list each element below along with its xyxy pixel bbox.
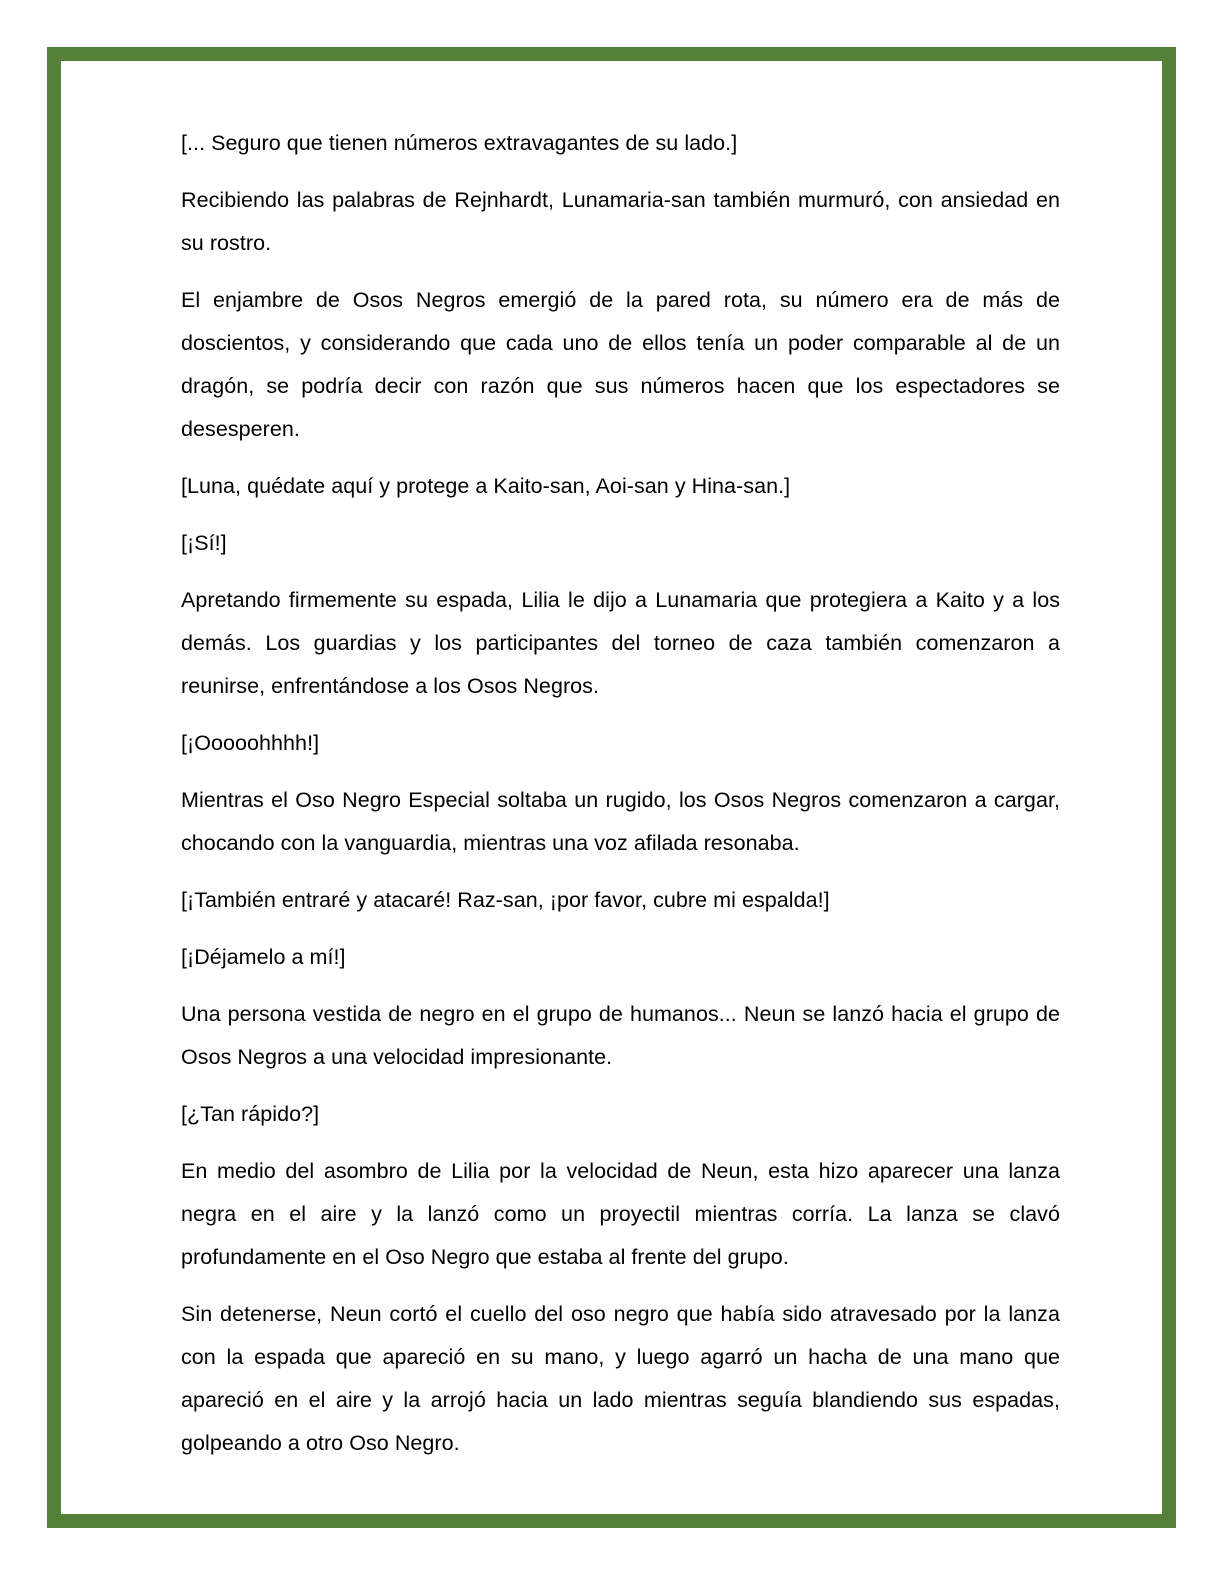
document-body-text (181, 122, 1060, 1465)
paragraph-narration: Mientras el Oso Negro Especial soltaba un rugido, los Osos Negros comenzaron a cargar, chocando con la vanguardia, mientras una voz afilada resonaba. (181, 788, 1060, 855)
paragraph-dialogue: [¡Sí!] (181, 531, 227, 555)
paragraph-dialogue: [... Seguro que tienen números extravagantes de su lado.] (181, 131, 738, 155)
paragraph-narration: Apretando firmemente su espada, Lilia le dijo a Lunamaria que protegiera a Kaito y a los demás. Los guardias y los participantes del torneo de caza también comenzaron a reunirse, enfrentándose a los Osos Negros. (181, 588, 1060, 698)
paragraph-narration: El enjambre de Osos Negros emergió de la pared rota, su número era de más de doscientos, y considerando que cada uno de ellos tenía un poder comparable al de un dragón, se podría decir con razón que sus números hacen que los espectadores se desesperen. (181, 288, 1060, 441)
paragraph-dialogue: [Luna, quédate aquí y protege a Kaito-san, Aoi-san y Hina-san.] (181, 474, 791, 498)
paragraph-narration: En medio del asombro de Lilia por la velocidad de Neun, esta hizo aparecer una lanza negra en el aire y la lanzó como un proyectil mientras corría. La lanza se clavó profundamente en el Oso Negro que estaba al frente del grupo. (181, 1159, 1060, 1269)
paragraph-dialogue: [¡Déjamelo a mí!] (181, 945, 346, 969)
paragraph-narration: Una persona vestida de negro en el grupo de humanos... Neun se lanzó hacia el grupo de Osos Negros a una velocidad impresionante. (181, 1002, 1060, 1069)
paragraph-narration: Recibiendo las palabras de Rejnhardt, Lunamaria-san también murmuró, con ansiedad en su rostro. (181, 188, 1060, 255)
paragraph-dialogue: [¡Ooooohhhh!] (181, 731, 320, 755)
paragraph-dialogue: [¡También entraré y atacaré! Raz-san, ¡por favor, cubre mi espalda!] (181, 888, 830, 912)
paragraph-dialogue: [¿Tan rápido?] (181, 1102, 320, 1126)
page-green-border-frame (47, 47, 1176, 1528)
paragraph-narration: Sin detenerse, Neun cortó el cuello del oso negro que había sido atravesado por la lanza con la espada que apareció en su mano, y luego agarró un hacha de una mano que apareció en el aire y la arrojó hacia un lado mientras seguía blandiendo sus espadas, golpeando a otro Oso Negro. (181, 1302, 1060, 1455)
